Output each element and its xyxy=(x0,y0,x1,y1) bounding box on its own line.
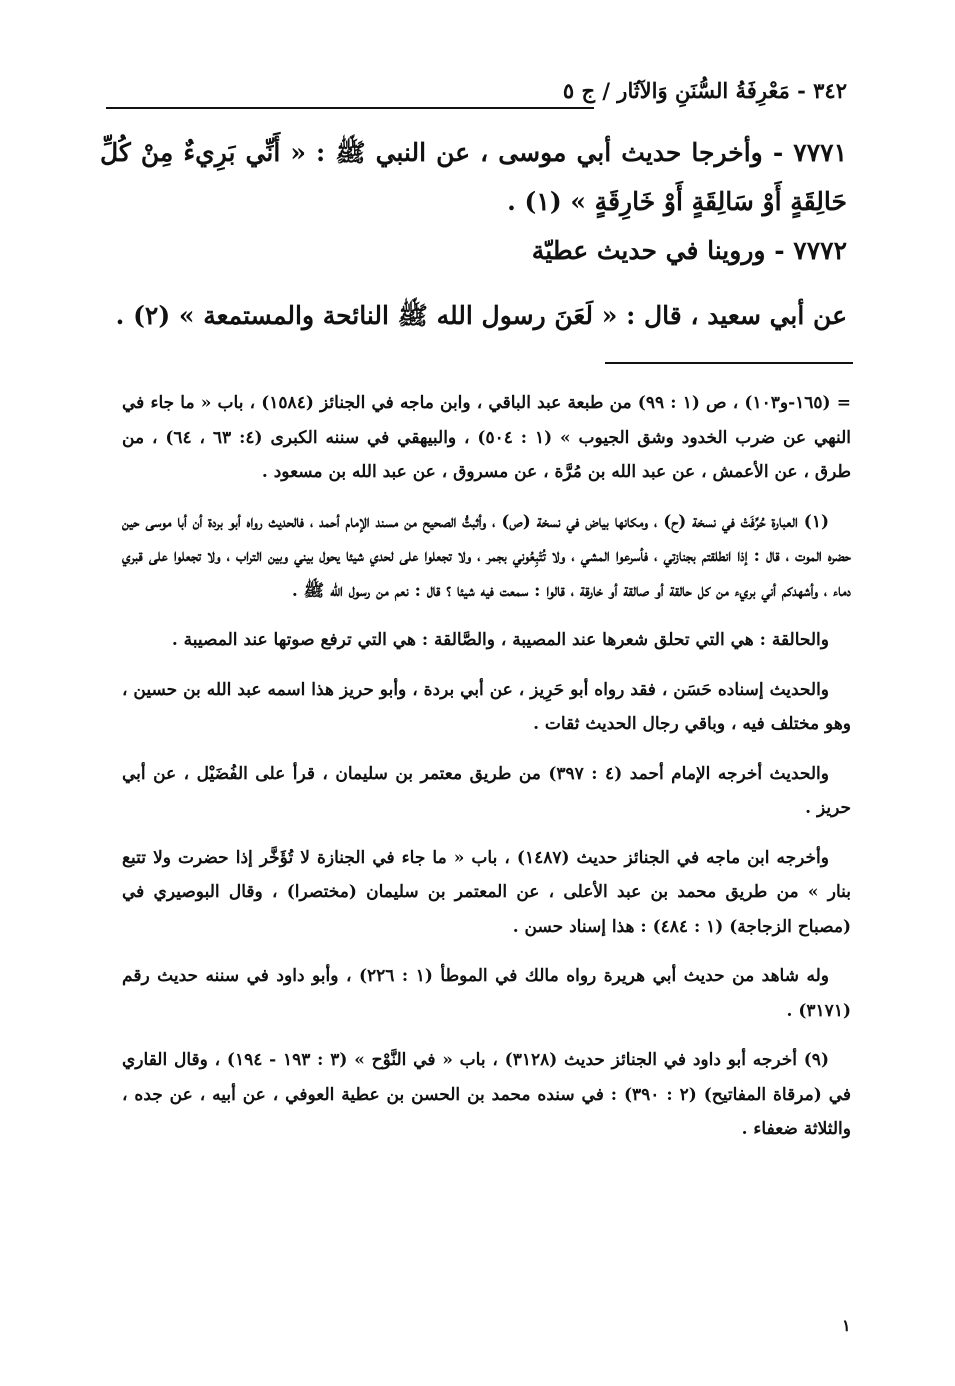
hadith-7771: ٧٧٧١ - وأخرجا حديث أبي موسى ، عن النبي ﷺ : « أَنِّي بَرِيءٌ مِنْ كُلِّ حَالِقَةٍ أَوْ سَالِقَةٍ أَوْ خَارِقَةٍ » (١) . xyxy=(100,138,847,216)
hadith-7772-continuation: عن أبي سعيد ، قال : « لَعَنَ رسول الله ﷺ النائحة والمستمعة » (٢) . xyxy=(115,301,847,330)
footnote-1-ahmad-source: والحديث أخرجه الإمام أحمد (٤ : ٣٩٧) من طريق معتمر بن سليمان ، قرأ على الفُضَيْل ، عن أبي حريز . xyxy=(122,763,851,818)
footnote-2: (٩) أخرجه أبو داود في الجنائز حديث (٣١٢٨) ، باب « في النَّوْح » (٣ : ١٩٣ - ١٩٤) ، وقال القاري في (مرقاة المفاتيح) (٢ : ٣٩٠) : في سنده محمد بن الحسن بن عطية العوفي ، عن أبيه ، عن جده ، والثلاثة ضعفاء . xyxy=(122,1050,851,1139)
running-header: ٣٤٢ - مَعْرِفَةُ السُّنَنِ وَالآثَار / ج ٥ xyxy=(562,78,847,103)
header-rule xyxy=(106,107,594,109)
hadith-text xyxy=(100,128,847,340)
hadith-7772: ٧٧٧٢ - وروينا في حديث عطيّة xyxy=(531,236,847,265)
footnote-1-halqa-definition: والحالقة : هي التي تحلق شعرها عند المصيبة ، والصَّالقة : هي التي ترفع صوتها عند المصيبة . xyxy=(171,630,829,650)
footnote-separator xyxy=(605,362,853,364)
footnote-1-witness-report: وله شاهد من حديث أبي هريرة رواه مالك في الموطأ (١ : ٢٢٦) ، وأبو داود في سننه حديث رقم (٣١٧١) . xyxy=(122,966,851,1021)
footnotes xyxy=(122,386,851,1162)
footnote-1: (١) العبارة حُرِّفَتْ في نسخة (ح) ، ومكانها بياض في نسخة (ص) ، وأثبتُّ الصحيح من مسند الإمام أحمد ، فالحديث رواه أبو بردة أن أبا موسى حين حضره الموت ، قال : إذا انطلقتم بجنازتي ، فأسرعوا المشي ، ولا تُتْبِعُوني بجمر ، ولا تجعلوا على لحدي شيئا يحول بيني وبين التراب ، ولا تجعلوا على قبري دماء ، وأشهدكم أني بريء من كل حالقة أو صالقة أو خارقة ، قالوا : سمعت فيه شيئا ؟ قال : نعم من رسول الله ﷺ . xyxy=(122,511,851,601)
footnote-1-isnad-note: والحديث إسناده حَسَن ، فقد رواه أبو حَرِيز ، عن أبي بردة ، وأبو حريز هذا اسمه عبد الله بن حسين ، وهو مختلف فيه ، وباقي رجال الحديث ثقات . xyxy=(122,679,851,734)
page-mark: ١ xyxy=(842,1316,851,1335)
footnote-continued: = (١٦٥-و١٠٣) ، ص (١ : ٩٩) من طبعة عبد الباقي ، وابن ماجه في الجنائز (١٥٨٤) ، باب « ما جاء في النهي عن ضرب الخدود وشق الجيوب » (١ : ٥٠٤) ، والبيهقي في سننه الكبرى (٤: ٦٣ ، ٦٤) ، من طرق ، عن الأعمش ، عن عبد الله بن مُرَّة ، عن مسروق ، عن عبد الله بن مسعود . xyxy=(122,393,851,482)
footnote-1-ibn-majah-source: وأخرجه ابن ماجه في الجنائز حديث (١٤٨٧) ، باب « ما جاء في الجنازة لا تُؤَخَّر إذا حضرت ولا تتبع بنار » من طريق محمد بن عبد الأعلى ، عن المعتمر بن سليمان (مختصرا) ، وقال البوصيري في (مصباح الزجاجة) (١ : ٤٨٤) : هذا إسناد حسن . xyxy=(122,847,851,937)
